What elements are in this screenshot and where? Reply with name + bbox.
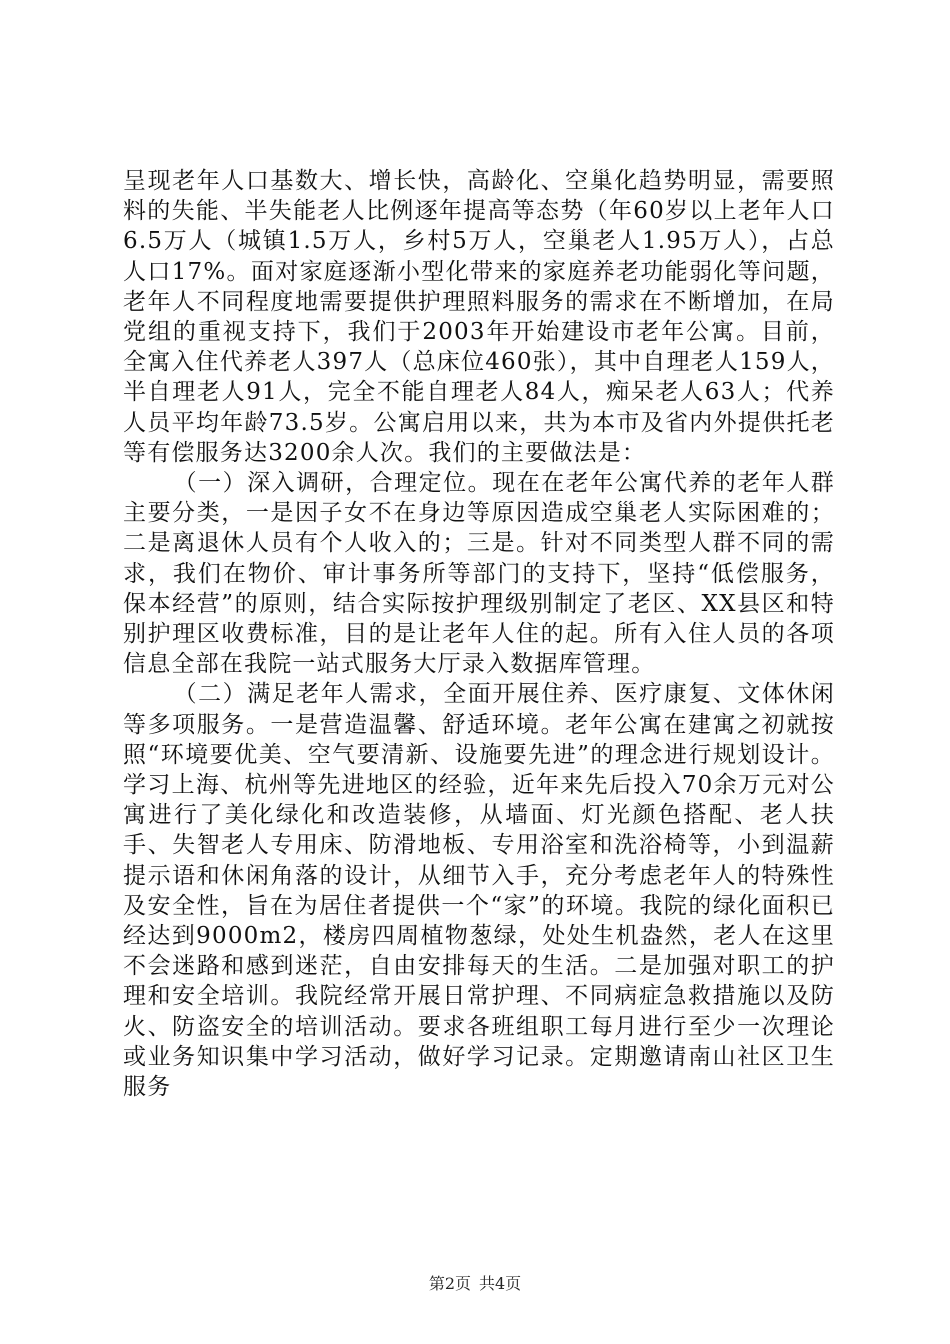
paragraph-3: （二）满足老年人需求，全面开展住养、医疗康复、文体休闲等多项服务。一是营造温馨、舒适环境。老年公寓在建寓之初就按照“环境要优美、空气要清新、设施要先进”的理念进行规划设计。学习上海、杭州等先进地区的经验，近年来先后投入70余万元对公寓进行了美化绿化和改造装修，从墙面、灯光颜色搭配、老人扶手、失智老人专用床、防滑地板、专用浴室和洗浴椅等，小到温薪提示语和休闲角落的设计，从细节入手，充分考虑老年人的特殊性及安全性，旨在为居住者提供一个“家”的环境。我院的绿化面积已经达到9000m2，楼房四周植物葱绿，处处生机盎然，老人在这里不会迷路和感到迷茫，自由安排每天的生活。二是加强对职工的护理和安全培训。我院经常开展日常护理、不同病症急救措施以及防火、防盗安全的培训活动。要求各班组职工每月进行至少一次理论或业务知识集中学习活动，做好学习记录。定期邀请南山社区卫生服务 [123,681,835,1101]
paragraph-1: 呈现老年人口基数大、增长快，高龄化、空巢化趋势明显，需要照料的失能、半失能老人比例逐年提高等态势（年60岁以上老年人口6.5万人（城镇1.5万人，乡村5万人，空巢老人1.95万人），占总人口17%。面对家庭逐渐小型化带来的家庭养老功能弱化等问题，老年人不同程度地需要提供护理照料服务的需求在不断增加，在局党组的重视支持下，我们于2003年开始建设市老年公寓。目前，全寓入住代养老人397人（总床位460张），其中自理老人159人，半自理老人91人，完全不能自理老人84人，痴呆老人63人；代养人员平均年龄73.5岁。公寓启用以来，共为本市及省内外提供托老等有偿服务达3200余人次。我们的主要做法是： [123,168,835,466]
page-number: 第2页 [428,1274,471,1293]
page-footer [0,1274,950,1294]
page-total: 共4页 [479,1274,522,1293]
document-body [123,166,835,1102]
paragraph-2: （一）深入调研，合理定位。现在在老年公寓代养的老年人群主要分类，一是因子女不在身边等原因造成空巢老人实际困难的；二是离退休人员有个人收入的；三是。针对不同类型人群不同的需求，我们在物价、审计事务所等部门的支持下，坚持“低偿服务，保本经营”的原则，结合实际按护理级别制定了老区、XX县区和特别护理区收费标准，目的是让老年人住的起。所有入住人员的各项信息全部在我院一站式服务大厅录入数据库管理。 [123,470,835,678]
